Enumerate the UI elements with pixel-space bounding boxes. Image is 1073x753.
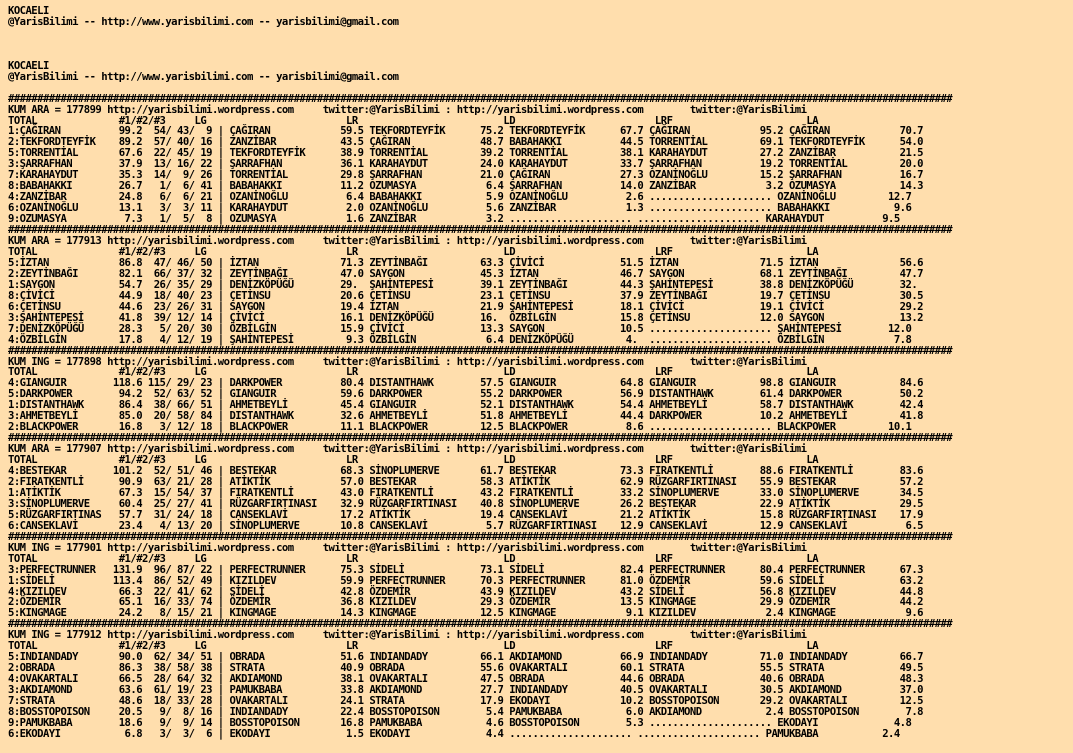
result-row: 9:OZUMASYA 7.3 1/ 5/ 8 | OZUMASYA 1.6 ZANZİBAR 3.2 ..................... ..................... KARAHAYDUT 9.5 (8, 213, 900, 226)
result-row: 5:KINGMAGE 24.2 8/ 15/ 21 | KINGMAGE 14.3 KINGMAGE 12.5 KINGMAGE 9.1 KIZILDEV 2.4 KINGMAGE 9.6 (8, 607, 923, 620)
result-row: 4:ÖZBİLGİN 17.8 4/ 12/ 19 | ŞAHİNTEPESİ 9.3 ÖZBİLGİN 6.4 DENİZKÖPÜĞÜ 4. ..................... ÖZBİLGİN 7.8 (8, 333, 912, 346)
result-row: 6:ÇETİNSU 44.6 23/ 26/ 31 | SAYGON 19.4 İZTAN 21.9 ŞAHİNTEPESİ 18.1 ÇİVİCİ 19.1 ÇİVİCİ 29.2 (8, 300, 923, 313)
race-header: KUM ARA = 177913 http://yarisbilimi.wordpress.com twitter:@YarisBilimi : http://yarisbilimi.wordpress.com twitter:@YarisBilimi (8, 235, 807, 248)
result-row: 4:ZANZİBAR 24.8 6/ 6/ 21 | OZANİNOĞLU 6.4 BABAHAKKI 5.9 OZANİNOĞLU 2.6 ..................... OZANİNOĞLU 12.7 (8, 191, 912, 204)
race-header: KUM ING = 177912 http://yarisbilimi.wordpress.com twitter:@YarisBilimi : http://yarisbilimi.wordpress.com twitter:@YarisBilimi (8, 629, 807, 642)
blank-line (8, 83, 1073, 94)
result-row: 1:SİDELİ 113.4 86/ 52/ 49 | KIZILDEV 59.9 PERFECTRUNNER 70.3 PERFECTRUNNER 81.0 ÖZDEMİR 59.6 SİDELİ 63.2 (8, 574, 923, 587)
result-row: 2:ÖZDEMİR 65.1 16/ 33/ 74 | ÖZDEMİR 36.8 KIZILDEV 29.3 ÖZDEMİR 13.5 KINGMAGE 29.9 ÖZDEMİR 44.2 (8, 596, 923, 609)
result-row: 3:ŞAHİNTEPESİ 41.8 39/ 12/ 14 | ÇİVİCİ 16.1 DENİZKÖPÜĞÜ 16. ÖZBİLGİN 15.8 ÇETİNSU 12.0 SAYGON 13.2 (8, 311, 923, 324)
result-row: 5:TORRENTİAL 67.6 22/ 45/ 19 | TEKFORDTEYFİK 38.9 TORRENTİAL 39.2 TORRENTİAL 38.1 KARAHAYDUT 27.2 ZANZİBAR 21.5 (8, 147, 923, 160)
result-row: 6:OZANİNOĞLU 13.1 3/ 3/ 11 | KARAHAYDUT 2.0 OZANİNOĞLU 5.6 ZANZİBAR 1.3 ..................... BABAHAKKI 9.6 (8, 202, 912, 215)
result-row: 4:BESTEKAR 101.2 52/ 51/ 46 | BESTEKAR 68.3 SİNOPLUMERVE 61.7 BESTEKAR 73.3 FIRATKENTLİ 88.6 FIRATKENTLİ 83.6 (8, 465, 923, 478)
result-row: 5:INDIANDADY 90.0 62/ 34/ 51 | OBRADA 51.6 INDIANDADY 66.1 AKDIAMOND 66.9 INDIANDADY 71.0 INDIANDADY 66.7 (8, 651, 923, 664)
result-row: 3:ŞARRAFHAN 37.9 13/ 16/ 22 | ŞARRAFHAN 36.1 KARAHAYDUT 24.0 KARAHAYDUT 33.7 ŞARRAFHAN 19.2 TORRENTİAL 20.0 (8, 158, 923, 171)
column-header: TOTAL #1/#2/#3 LG LR LD LRF LA (8, 366, 819, 379)
column-header: TOTAL #1/#2/#3 LG LR LD LRF LA (8, 114, 819, 127)
column-header: TOTAL #1/#2/#3 LG LR LD LRF LA (8, 454, 819, 467)
column-header: TOTAL #1/#2/#3 LG LR LD LRF LA (8, 245, 819, 258)
result-row: 5:DARKPOWER 94.2 52/ 63/ 52 | GIANGUIR 59.6 DARKPOWER 55.2 DARKPOWER 56.9 DISTANTHAWK 61.4 DARKPOWER 50.2 (8, 388, 923, 401)
section-separator: ################################################################################################################################################################## (8, 618, 953, 631)
column-header: TOTAL #1/#2/#3 LG LR LD LRF LA (8, 552, 819, 565)
column-header: TOTAL #1/#2/#3 LG LR LD LRF LA (8, 640, 819, 653)
result-row: 2:FIRATKENTLİ 90.9 63/ 21/ 28 | ATİKTİK 57.0 BESTEKAR 58.3 ATİKTİK 62.9 RÜZGARFIRTINASI 55.9 BESTEKAR 57.2 (8, 475, 923, 488)
result-row: 3:PERFECTRUNNER 131.9 96/ 87/ 22 | PERFECTRUNNER 75.3 SİDELİ 73.1 SİDELİ 82.4 PERFECTRUNNER 80.4 PERFECTRUNNER 67.3 (8, 563, 923, 576)
result-row: 4:KIZILDEV 66.3 22/ 41/ 62 | SİDELİ 42.8 ÖZDEMİR 43.9 KIZILDEV 43.2 SİDELİ 56.8 KIZILDEV 44.8 (8, 585, 923, 598)
result-row: 7:STRATA 48.6 18/ 33/ 28 | OVAKARTALI 24.1 STRATA 17.9 EKODAYI 10.2 BOSSTOPOISON 29.2 OVAKARTALI 12.5 (8, 695, 923, 708)
race-header: KUM ING = 177898 http://yarisbilimi.wordpress.com twitter:@YarisBilimi : http://yarisbilimi.wordpress.com twitter:@YarisBilimi (8, 355, 807, 368)
section-separator: ################################################################################################################################################################## (8, 432, 953, 445)
section-separator: ################################################################################################################################################################## (8, 530, 953, 543)
result-row: 3:SİNOPLUMERVE 60.4 25/ 27/ 41 | RÜZGARFIRTINASI 32.9 RÜZGARFIRTINASI 40.8 SİNOPLUMERVE 26.2 BESTEKAR 22.9 ATİKTİK 29.5 (8, 497, 923, 510)
result-row: 2:TEKFORDTEYFİK 89.2 57/ 40/ 16 | ZANZİBAR 43.5 ÇAĞIRAN 48.7 BABAHAKKI 44.5 TORRENTİAL 69.1 TEKFORDTEYFİK 54.0 (8, 136, 923, 149)
blank-line (8, 28, 1073, 39)
page-header-line: @YarisBilimi -- http://www.yarisbilimi.com -- yarisbilimi@gmail.com (8, 15, 399, 28)
result-row: 9:PAMUKBABA 18.6 9/ 9/ 14 | BOSSTOPOISON 16.8 PAMUKBABA 4.6 BOSSTOPOISON 5.3 ..................... EKODAYI 4.8 (8, 716, 912, 729)
result-row: 2:ZEYTİNBAĞI 82.1 66/ 37/ 32 | ZEYTİNBAĞI 47.0 SAYGON 45.3 İZTAN 46.7 SAYGON 68.1 ZEYTİNBAĞI 47.7 (8, 267, 923, 280)
section-separator: ################################################################################################################################################################## (8, 344, 953, 357)
section-separator: ################################################################################################################################################################## (8, 224, 953, 237)
result-row: 8:BOSSTOPOISON 20.5 9/ 8/ 16 | INDIANDADY 22.4 BOSSTOPOISON 5.4 PAMUKBABA 6.0 AKDIAMOND 2.4 BOSSTOPOISON 7.8 (8, 706, 923, 718)
page-header-line: KOCAELI (8, 5, 49, 17)
result-row: 2:OBRADA 86.3 38/ 58/ 38 | STRATA 40.9 OBRADA 55.6 OVAKARTALI 60.1 STRATA 55.5 STRATA 49.5 (8, 662, 923, 675)
page-header-line: @YarisBilimi -- http://www.yarisbilimi.com -- yarisbilimi@gmail.com (8, 70, 399, 83)
section-separator: ################################################################################################################################################################## (8, 92, 953, 105)
result-row: 3:AKDIAMOND 63.6 61/ 19/ 23 | PAMUKBABA 33.8 AKDIAMOND 27.7 INDIANDADY 40.5 OVAKARTALI 30.5 AKDIAMOND 37.0 (8, 684, 923, 697)
result-row: 5:İZTAN 86.8 47/ 46/ 50 | İZTAN 71.3 ZEYTİNBAĞI 63.3 ÇİVİCİ 51.5 İZTAN 71.5 İZTAN 56.6 (8, 256, 923, 269)
result-row: 6:CANSEKLAVİ 23.4 4/ 13/ 20 | SİNOPLUMERVE 10.8 CANSEKLAVİ 5.7 RÜZGARFIRTINASI 12.9 CANSEKLAVİ 12.9 CANSEKLAVİ 6.5 (8, 519, 923, 532)
result-row: 8:BABAHAKKI 26.7 1/ 6/ 41 | BABAHAKKI 11.2 OZUMASYA 6.4 ŞARRAFHAN 14.0 ZANZİBAR 3.2 OZUMASYA 14.3 (8, 180, 923, 193)
blank-line (8, 39, 1073, 50)
race-header: KUM ARA = 177907 http://yarisbilimi.wordpress.com twitter:@YarisBilimi : http://yarisbilimi.wordpress.com twitter:@YarisBilimi (8, 443, 807, 456)
result-row: 4:GIANGUIR 118.6 115/ 29/ 23 | DARKPOWER 80.4 DISTANTHAWK 57.5 GIANGUIR 64.8 GIANGUIR 98.8 GIANGUIR 84.6 (8, 377, 923, 390)
result-row: 7:DENİZKÖPÜĞÜ 28.3 5/ 20/ 30 | ÖZBİLGİN 15.9 ÇİVİCİ 13.3 SAYGON 10.5 ..................... ŞAHİNTEPESİ 12.0 (8, 322, 912, 335)
result-row: 5:RÜZGARFIRTINAS 57.7 31/ 24/ 18 | CANSEKLAVİ 17.2 ATİKTİK 19.4 CANSEKLAVİ 21.2 ATİKTİK 15.8 RÜZGARFIRTINASI 17.9 (8, 508, 923, 521)
result-row: 1:ATİKTİK 67.3 15/ 54/ 37 | FIRATKENTLİ 43.0 FIRATKENTLİ 43.2 FIRATKENTLİ 33.2 SİNOPLUMERVE 33.0 SİNOPLUMERVE 34.5 (8, 486, 923, 499)
result-row: 1:DISTANTHAWK 86.4 38/ 66/ 51 | AHMETBEYLİ 45.4 GIANGUIR 52.1 DISTANTHAWK 54.4 AHMETBEYLİ 58.7 DISTANTHAWK 42.4 (8, 399, 923, 412)
race-header: KUM ING = 177901 http://yarisbilimi.wordpress.com twitter:@YarisBilimi : http://yarisbilimi.wordpress.com twitter:@YarisBilimi (8, 541, 807, 554)
result-row: 6:EKODAYI 6.8 3/ 3/ 6 | EKODAYI 1.5 EKODAYI 4.4 ..................... ..................... PAMUKBABA 2.4 (8, 727, 900, 740)
result-row: 8:ÇİVİCİ 44.9 18/ 40/ 23 | ÇETİNSU 20.6 ÇETİNSU 23.1 ÇETİNSU 37.9 ZEYTİNBAĞI 19.7 ÇETİNSU 30.5 (8, 289, 923, 302)
result-row: 4:OVAKARTALI 66.5 28/ 64/ 32 | AKDIAMOND 38.1 OVAKARTALI 47.5 OBRADA 44.6 OBRADA 40.6 OBRADA 48.3 (8, 673, 923, 686)
page-header-line: KOCAELI (8, 59, 49, 72)
result-row: 1:SAYGON 54.7 26/ 35/ 29 | DENİZKÖPÜĞÜ 29. ŞAHİNTEPESİ 39.1 ZEYTİNBAĞI 44.3 ŞAHİNTEPESİ 38.8 DENİZKÖPÜĞÜ 32. (8, 278, 918, 291)
blank-line (8, 50, 1073, 61)
race-header: KUM ARA = 177899 http://yarisbilimi.wordpress.com twitter:@YarisBilimi : http://yarisbilimi.wordpress.com twitter:@YarisBilimi (8, 103, 807, 116)
result-row: 3:AHMETBEYLİ 85.0 20/ 58/ 84 | DISTANTHAWK 32.6 AHMETBEYLİ 51.8 AHMETBEYLİ 44.4 DARKPOWER 10.2 AHMETBEYLİ 41.8 (8, 410, 923, 423)
result-row: 7:KARAHAYDUT 35.3 14/ 9/ 26 | TORRENTİAL 29.8 ŞARRAFHAN 21.0 ÇAĞIRAN 27.3 OZANİNOĞLU 15.2 ŞARRAFHAN 16.7 (8, 169, 923, 182)
result-row: 1:ÇAĞIRAN 99.2 54/ 43/ 9 | ÇAĞIRAN 59.5 TEKFORDTEYFİK 75.2 TEKFORDTEYFİK 67.7 ÇAĞIRAN 95.2 ÇAĞIRAN 70.7 (8, 125, 923, 138)
result-row: 2:BLACKPOWER 16.8 3/ 12/ 18 | BLACKPOWER 11.1 BLACKPOWER 12.5 BLACKPOWER 8.6 ..................... BLACKPOWER 10.1 (8, 421, 912, 434)
